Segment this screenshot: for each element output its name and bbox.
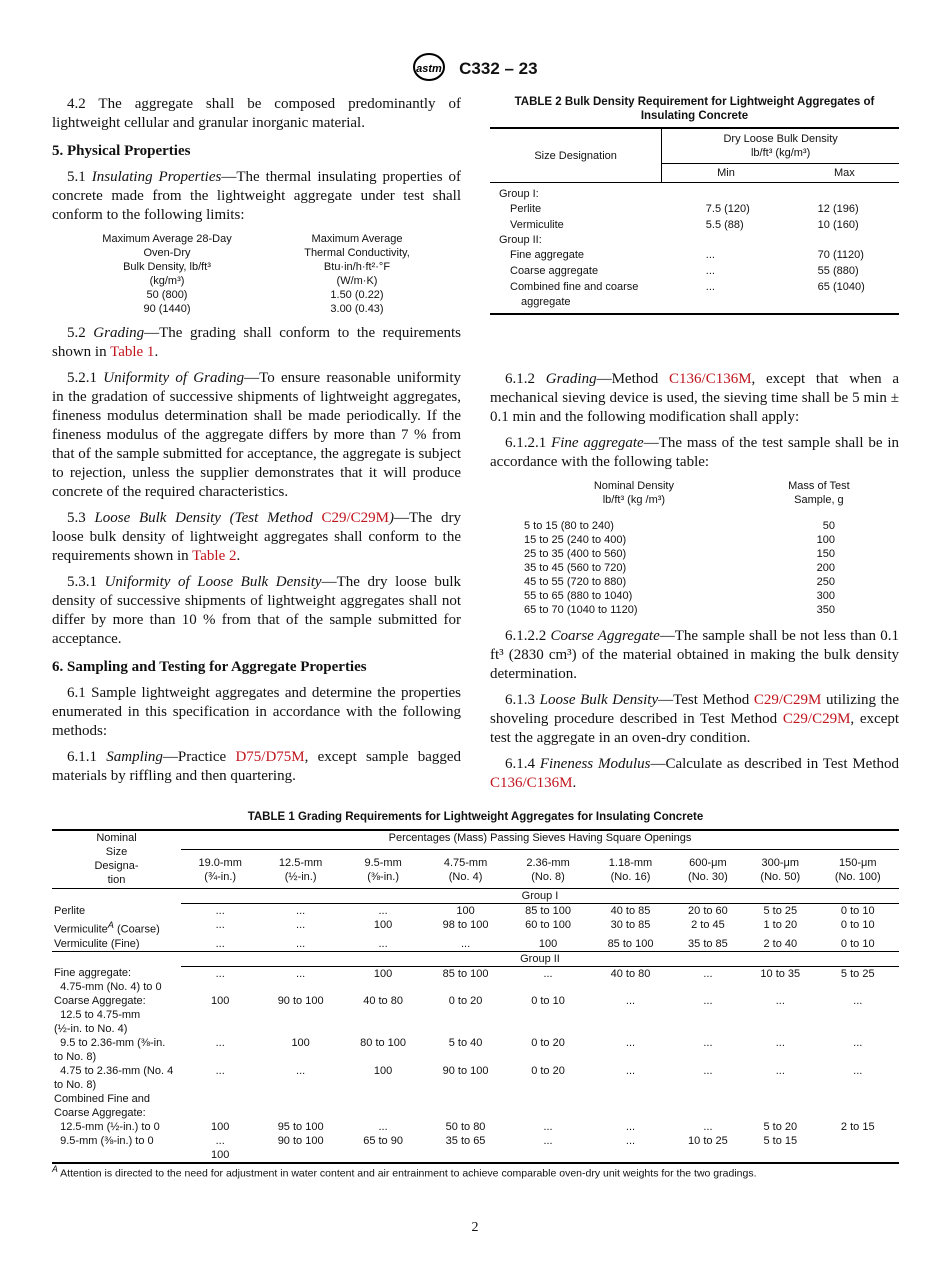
- density-cell: 55 to 65 (880 to 1040): [524, 590, 633, 602]
- table1-cell: 20 to 60: [688, 905, 728, 917]
- table2-size-cell: Coarse aggregate: [510, 265, 599, 277]
- table1-cell: 40 to 80: [363, 995, 403, 1008]
- section-6-heading: 6. Sampling and Testing for Aggregate Properties: [52, 659, 367, 675]
- table1-cell: 98 to 100: [442, 919, 489, 931]
- table2-size-cell: aggregate: [521, 296, 571, 308]
- table1-cell: ...: [703, 1121, 713, 1134]
- table1-cell: 90 to 100: [259, 1134, 341, 1163]
- paragraph-5-1: 5.1 Insulating Properties—The thermal insulating properties of concrete made from the lightweight aggregate under test shall conform to the following limits:: [52, 169, 462, 223]
- table2-min-cell: ...: [705, 265, 715, 277]
- table2-size-cell: Group II:: [499, 234, 542, 246]
- table-row: [490, 233, 899, 247]
- table1-cell: 50 to 80: [445, 1121, 486, 1134]
- table1-cell: [181, 1092, 259, 1120]
- table1-cell: 5 to 20: [763, 1121, 798, 1134]
- density-cell: 25 to 35 (400 to 560): [524, 548, 627, 560]
- table-2: [490, 127, 899, 315]
- table-row: [52, 1120, 899, 1134]
- table1-cell: [672, 1092, 744, 1120]
- table1-cell: 80 to 100: [360, 1037, 407, 1050]
- density-cell: 15 to 25 (240 to 400): [524, 534, 627, 546]
- paragraph-5-2: 5.2 Grading—The grading shall conform to the requirements shown in Table 1.: [52, 325, 461, 360]
- density-cell: 45 to 55 (720 to 880): [524, 576, 627, 588]
- table1-cell: ...: [296, 967, 306, 980]
- table-row: [490, 295, 899, 314]
- table1-cell: ...: [589, 1134, 671, 1163]
- document-header: [0, 52, 950, 87]
- table1-cell: 85 to 100: [589, 937, 671, 952]
- c136-link-b[interactable]: C136/C136M: [490, 775, 573, 791]
- table2-min-cell: ...: [705, 249, 715, 261]
- table1-cell: ...: [775, 1037, 785, 1050]
- cond-header-conductivity: Maximum Average Thermal Conductivity, Btu·in/h·ft²·°F (W/m·K): [304, 233, 410, 287]
- table2-max-cell: 12 (196): [817, 203, 859, 215]
- table2-max-cell: 55 (880): [817, 265, 859, 277]
- table1-cell: 35 to 85: [672, 937, 744, 952]
- table-row: [520, 575, 890, 589]
- c29-link-b[interactable]: C29/C29M: [782, 711, 851, 727]
- table1-cell: 100: [373, 1065, 393, 1078]
- table1-cell: ...: [853, 995, 863, 1008]
- table1-cell: 30 to 85: [610, 919, 651, 931]
- table1-cell: 85 to 100: [442, 967, 489, 980]
- table1-sieve-header: 12.5-mm (½-in.): [259, 850, 341, 889]
- table1-cell: 0 to 20: [531, 1065, 565, 1078]
- table1-cell: ... 100: [181, 1134, 259, 1163]
- table1-row-label: 9.5-mm (⅜-in.) to 0: [52, 1134, 181, 1163]
- table1-cell: 85 to 100: [525, 905, 571, 917]
- table-row: [52, 1134, 899, 1163]
- table2-min-cell: [662, 295, 790, 314]
- table1-group-label: Group I: [181, 889, 899, 904]
- table-2-title: TABLE 2 Bulk Density Requirement for Lightweight Aggregates of Insulating Concrete: [514, 96, 875, 122]
- paragraph-5-3-1: 5.3.1 Uniformity of Loose Bulk Density—The dry loose bulk density of successive shipments of lightweight aggregates shall not differ by more than 10 % from that of the sample submitted for acceptance.: [52, 574, 461, 647]
- table1-cell: 5 to 15: [744, 1134, 816, 1163]
- table1-cell: ...: [625, 1065, 636, 1078]
- table2-size-cell: Perlite: [510, 203, 542, 215]
- table1-cell: ...: [625, 1037, 636, 1050]
- table-row: [520, 561, 890, 575]
- standard-designation: C332 – 23: [459, 58, 538, 78]
- table1-sieve-header: 150-μm (No. 100): [816, 850, 899, 889]
- table-row: [52, 1036, 899, 1064]
- mass-cell: 50: [822, 520, 835, 532]
- table2-max-header: Max: [833, 167, 855, 179]
- table1-cell: 5 to 40: [448, 1037, 483, 1050]
- svg-text:astm: astm: [416, 63, 443, 75]
- table-row: [520, 589, 890, 603]
- table1-cell: 1 to 20: [763, 919, 798, 931]
- table1-cell: ...: [259, 937, 341, 952]
- table1-cell: ...: [181, 937, 259, 952]
- density-cell: 65 to 70 (1040 to 1120): [524, 604, 638, 616]
- table1-span-header: Percentages (Mass) Passing Sieves Having Square Openings: [181, 830, 899, 850]
- astm-logo-icon: [412, 52, 446, 87]
- table1-cell: 90 to 100: [442, 1065, 489, 1078]
- table-row: [490, 279, 899, 295]
- table-row: [490, 183, 899, 202]
- table2-min-cell: ...: [705, 281, 715, 293]
- table2-min-cell: 7.5 (120): [705, 203, 750, 215]
- table2-size-cell: Combined fine and coarse: [510, 281, 639, 293]
- table1-cell: 2 to 45: [691, 919, 725, 931]
- table1-cell: ...: [625, 995, 636, 1008]
- table1-cell: 40 to 85: [610, 905, 651, 917]
- paragraph-6-1-2-2: 6.1.2.2 Coarse Aggregate—The sample shall be not less than 0.1 ft³ (2830 cm³) of the material obtained in making the bulk density determination.: [490, 628, 900, 682]
- table2-max-cell: 70 (1120): [817, 249, 864, 261]
- table-1-link[interactable]: Table 1: [110, 344, 155, 360]
- table2-max-cell: [790, 183, 899, 202]
- right-column: [490, 370, 899, 800]
- table-1: [52, 829, 899, 1164]
- table1-group-label: Group II: [181, 951, 899, 966]
- table1-row-label: Vermiculite (Fine): [52, 937, 181, 952]
- table1-cell: 5 to 25: [840, 967, 875, 980]
- table1-sieve-header: 19.0-mm (¾-in.): [181, 850, 259, 889]
- paragraph-5-3: 5.3 Loose Bulk Density (Test Method C29/C29M)—The dry loose bulk density of lightweight aggregates shall conform to the requirements shown in Table 2.: [52, 510, 461, 564]
- table1-cell: 0 to 10: [816, 937, 899, 952]
- table1-cell: [744, 1092, 816, 1120]
- table2-min-header: Min: [662, 164, 790, 183]
- table1-sieve-header: 600-μm (No. 30): [672, 850, 744, 889]
- table-row: [490, 263, 899, 279]
- table-row: [52, 937, 899, 952]
- table1-cell: 100: [507, 937, 589, 952]
- table2-min-cell: 5.5 (88): [705, 219, 744, 231]
- table-row: [520, 603, 890, 617]
- table1-sieve-header: 4.75-mm (No. 4): [424, 850, 506, 889]
- table1-cell: 100: [211, 995, 230, 1008]
- table1-cell: ...: [215, 919, 225, 931]
- table1-cell: ...: [215, 1037, 225, 1050]
- table2-size-cell: Fine aggregate: [510, 249, 584, 261]
- table1-row-label: Combined Fine and Coarse Aggregate:: [54, 1093, 151, 1120]
- paragraph-6-1: 6.1 Sample lightweight aggregates and determine the properties enumerated in this specification in accordance with the following methods:: [52, 685, 461, 739]
- d75-link[interactable]: D75/D75M: [235, 749, 305, 765]
- mass-cell: 200: [816, 562, 835, 574]
- table1-cell: 0 to 20: [448, 995, 483, 1008]
- table1-cell: ...: [543, 967, 553, 980]
- paragraph-6-1-2-1: 6.1.2.1 Fine aggregate—The mass of the test sample shall be in accordance with the following table:: [490, 435, 899, 470]
- paragraph-6-1-2: 6.1.2 Grading—Method C136/C136M, except that when a mechanical sieving device is used, the sieving time shall be 5 min ± 0.1 min and the following modification shall apply:: [490, 371, 900, 425]
- table1-cell: 65 to 90: [342, 1134, 424, 1163]
- table-row: [52, 966, 899, 994]
- table1-cell: ...: [775, 1065, 785, 1078]
- table-row: [490, 201, 899, 217]
- mass-cell: 100: [816, 534, 835, 546]
- table-row: 90 (1440) 3.00 (0.43): [143, 303, 384, 315]
- table-row: [52, 918, 899, 937]
- paragraph-5-2-1: 5.2.1 Uniformity of Grading—To ensure reasonable uniformity in the gradation of successive shipments of lightweight aggregates, fineness modulus determination shall be made periodically. If the fineness modulus of the aggregate differs by more than 7 % from that of the sample submitted for acceptance, the aggregate is subject to rejection, unless the supplier demonstrates that it will produce concrete of the required characteristics.: [52, 370, 461, 500]
- c29-link-a[interactable]: C29/C29M: [753, 692, 822, 708]
- table2-min-cell: [662, 183, 790, 202]
- density-cell: 35 to 45 (560 to 720): [524, 562, 627, 574]
- table2-min-cell: [662, 233, 790, 247]
- paragraph-6-1-4: 6.1.4 Fineness Modulus—Calculate as described in Test Method C136/C136M.: [490, 756, 899, 791]
- table1-cell: [507, 1092, 589, 1120]
- table1-cell: ...: [543, 1121, 553, 1134]
- table1-cell: 0 to 10: [840, 905, 875, 917]
- table-row: [52, 904, 899, 919]
- table1-cell: [816, 1092, 899, 1120]
- table1-cell: ...: [853, 1065, 863, 1078]
- table1-cell: 100: [456, 905, 475, 917]
- table1-sieve-header: 9.5-mm (⅜-in.): [342, 850, 424, 889]
- table1-sieve-header: 300-μm (No. 50): [744, 850, 816, 889]
- paragraph-4-2: 4.2 The aggregate shall be composed predominantly of lightweight cellular and granular inorganic material.: [52, 96, 461, 131]
- mass-cell: 350: [816, 604, 835, 616]
- paragraph-6-1-1: 6.1.1 Sampling—Practice D75/D75M, except sample bagged materials by riffling and then quartering.: [52, 749, 462, 784]
- table-row: [520, 533, 890, 547]
- table1-cell: ...: [215, 905, 225, 917]
- sample-mass-table: [520, 479, 890, 617]
- table1-cell: 2 to 40: [744, 937, 816, 952]
- conductivity-limits-table: [72, 232, 452, 316]
- table1-cell: [342, 1092, 424, 1120]
- table1-cell: ...: [703, 1037, 713, 1050]
- table2-size-cell: Vermiculite: [510, 219, 564, 231]
- table-1-title: TABLE 1 Grading Requirements for Lightweight Aggregates for Insulating Concrete: [247, 811, 704, 823]
- page-number: 2: [471, 1220, 479, 1235]
- table2-max-cell: 10 (160): [817, 219, 859, 231]
- table1-cell: ...: [215, 1065, 225, 1078]
- mass-cell: 250: [816, 576, 835, 588]
- table1-row-label: 9.5 to 2.36-mm (⅜-in. to No. 8): [54, 1037, 166, 1064]
- table1-cell: 2 to 15: [840, 1121, 875, 1134]
- table-row: [52, 994, 899, 1036]
- paragraph-6-1-3: 6.1.3 Loose Bulk Density—Test Method C29/C29M utilizing the shoveling procedure described in Test Method C29/C29M, except test the aggregate in an oven-dry condition.: [490, 692, 900, 746]
- table1-cell: ...: [775, 995, 785, 1008]
- table2-max-cell: 65 (1040): [817, 281, 865, 293]
- cond-header-density: Maximum Average 28-Day Oven-Dry Bulk Density, lb/ft³ (kg/m³): [102, 233, 232, 287]
- left-column: [52, 95, 461, 793]
- table2-density-header: Dry Loose Bulk Density lb/ft³ (kg/m³): [662, 128, 899, 164]
- table1-cell: 100: [211, 1121, 230, 1134]
- table1-row-label: Coarse Aggregate: 12.5 to 4.75-mm (½-in. to No. 4): [54, 995, 146, 1036]
- table1-cell: [424, 1092, 506, 1120]
- mass-cell: 300: [816, 590, 835, 602]
- c136-link[interactable]: C136/C136M: [669, 371, 752, 387]
- table1-sieve-header: 2.36-mm (No. 8): [507, 850, 589, 889]
- table1-cell: 35 to 65: [424, 1134, 506, 1163]
- table-row: [490, 247, 899, 263]
- table-row: [520, 547, 890, 561]
- table1-cell: 95 to 100: [277, 1121, 324, 1134]
- table1-cell: ...: [296, 905, 306, 917]
- table-row: [52, 1064, 899, 1092]
- table1-stub-header: Nominal Size Designa- tion: [52, 830, 181, 889]
- table-row: [520, 519, 890, 533]
- section-5-heading: 5. Physical Properties: [52, 143, 191, 159]
- table1-cell: 10 to 25: [672, 1134, 744, 1163]
- table2-max-cell: [790, 295, 899, 314]
- table1-row-label: Fine aggregate: 4.75-mm (No. 4) to 0: [54, 967, 162, 994]
- table1-cell: ...: [507, 1134, 589, 1163]
- table1-cell: 100: [373, 919, 393, 931]
- table1-sieve-header: 1.18-mm (No. 16): [589, 850, 671, 889]
- table1-cell: 0 to 10: [840, 919, 875, 931]
- table1-cell: 0 to 10: [531, 995, 565, 1008]
- table1-cell: ...: [378, 1121, 388, 1134]
- table1-cell: 60 to 100: [525, 919, 571, 931]
- table1-cell: ...: [378, 905, 388, 917]
- table1-row-label: 12.5-mm (½-in.) to 0: [54, 1121, 160, 1134]
- table1-cell: 100: [373, 967, 393, 980]
- table1-cell: [259, 1092, 341, 1120]
- table-row: 50 (800) 1.50 (0.22): [146, 289, 384, 301]
- table1-cell: 40 to 80: [610, 967, 651, 980]
- mass-cell: 150: [816, 548, 835, 560]
- table1-cell: ...: [703, 995, 713, 1008]
- table1-cell: ...: [342, 937, 424, 952]
- table1-cell: ...: [703, 1065, 713, 1078]
- mass-header: Mass of Test Sample, g: [788, 480, 850, 506]
- table1-cell: 90 to 100: [277, 995, 324, 1008]
- table1-row-label: 4.75 to 2.36-mm (No. 4 to No. 8): [54, 1065, 174, 1092]
- table1-row-label: Perlite: [54, 904, 86, 917]
- table-1-footnote: $^A$ Attention is directed to the need for adjustment in water content and air entrainment to achieve comparable oven-dry unit weights for the two gradings.: [52, 1164, 757, 1180]
- table1-cell: ...: [625, 1121, 636, 1134]
- table1-cell: 0 to 20: [531, 1037, 565, 1050]
- table1-cell: ...: [853, 1037, 863, 1050]
- table1-cell: ...: [296, 919, 306, 931]
- table1-cell: 10 to 35: [760, 967, 801, 980]
- table-row: [490, 217, 899, 233]
- c29-link[interactable]: C29/C29M: [321, 510, 389, 526]
- table1-cell: ...: [703, 967, 713, 980]
- table1-cell: 100: [291, 1037, 310, 1050]
- table2-size-header: Size Designation: [490, 128, 662, 183]
- table1-cell: [816, 1134, 899, 1163]
- table1-cell: ...: [215, 967, 225, 980]
- density-header: Nominal Density lb/ft³ (kg /m³): [593, 480, 674, 506]
- table1-cell: ...: [296, 1065, 306, 1078]
- table2-max-cell: [790, 233, 899, 247]
- table2-size-cell: Group I:: [499, 188, 539, 200]
- table1-cell: 5 to 25: [763, 905, 798, 917]
- table1-row-label: Vermiculite$^A$ (Coarse): [54, 920, 160, 936]
- table1-cell: ...: [424, 937, 506, 952]
- table1-cell: [589, 1092, 671, 1120]
- table-2-link[interactable]: Table 2: [192, 548, 237, 564]
- table-row: [52, 1092, 899, 1120]
- density-cell: 5 to 15 (80 to 240): [524, 520, 614, 532]
